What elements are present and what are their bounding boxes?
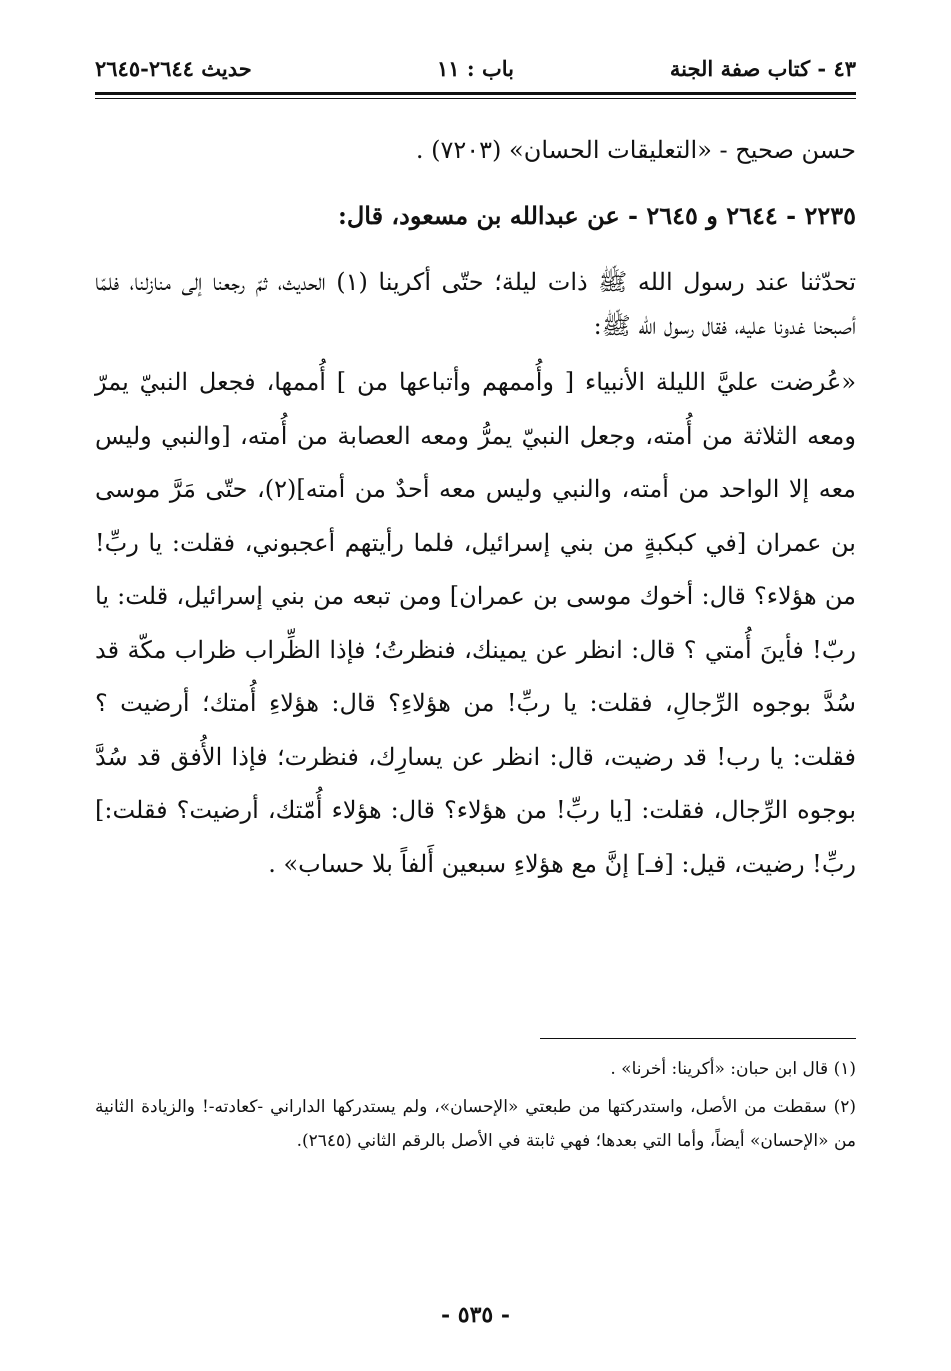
bab-label: باب : ١١	[437, 56, 514, 81]
main-text	[95, 128, 856, 891]
footnote-2: (٢) سقطت من الأصل، واستدركتها من طبعتي «الإحسان»، ولم يستدركها الداراني -كعادته-! والزيادة الثانية من «الإحسان» أيضاً، وأما التي بعدها؛ فهي ثابتة في الأصل بالرقم الثاني (٢٦٤٥).	[95, 1097, 856, 1151]
chapter-title: ٤٣ - كتاب صفة الجنة	[669, 56, 856, 81]
hadith-range: حديث ٢٦٤٤-٢٦٤٥	[95, 56, 252, 81]
footnotes	[95, 1052, 856, 1162]
quote-paragraph: «عُرضت عليَّ الليلة الأنبياء [ وأُممهم وأتباعها من ] أُممها، فجعل النبيّ يمرّ ومعه الثلاثة من أُمته، وجعل النبيّ يمرُّ ومعه العصابة من أُمته، [والنبي وليس معه إلا الواحد من أمته، والنبي وليس معه أحدٌ من أمته](٢)، حتّى مَرَّ موسى بن عمران [في كبكبةٍ من بني إسرائيل، فلما رأيتهم أعجبوني، فقلت: يا ربِّ! من هؤلاء؟ قال: أخوك موسى بن عمران] ومن تبعه من بني إسرائيل، قلت: يا ربّ! فأينَ أُمتي ؟ قال: انظر عن يمينك، فنظرتُ؛ فإذا الظِّراب ظراب مكّة قد سُدَّ بوجوه الرِّجالِ، فقلت: يا ربِّ! من هؤلاءِ؟ قال: هؤلاءِ أُمتك؛ أرضيت ؟ فقلت: يا رب! قد رضيت، قال: انظر عن يسارِك، فنظرت؛ فإذا الأُفق قد سُدَّ بوجوه الرِّجال، فقلت: [يا ربِّ! من هؤلاء؟ قال: هؤلاء أُمّتك، أرضيت؟ فقلت:] ربِّ! رضيت، قيل: [فـ] إنَّ مع هؤلاءِ سبعين أَلفاً بلا حساب» .	[95, 368, 856, 878]
header-rule-thin	[95, 98, 856, 99]
footnote-separator	[540, 1038, 856, 1039]
grading-line: حسن صحيح - «التعليقات الحسان» (٧٢٠٣) .	[415, 136, 856, 164]
page-number: - ٥٣٥ -	[440, 1302, 511, 1328]
hadith-heading: ٢٢٣٥ - ٢٦٤٤ و ٢٦٤٥ - عن عبدالله بن مسعود، قال:	[337, 201, 856, 230]
narration-paragraph: تحدّثنا عند رسول الله ﷺ ذات ليلة؛ حتّى أكرينا (١) الحديث، ثمّ رجعنا إلى منازلنا، فلمّا أصبحنا غدونا عليه، فقال رسول الله ﷺ:	[95, 268, 856, 340]
running-header	[95, 52, 856, 86]
footnote-1: (١) قال ابن حبان: «أكرينا: أخرنا» .	[610, 1059, 856, 1079]
header-rule-thick	[95, 92, 856, 95]
